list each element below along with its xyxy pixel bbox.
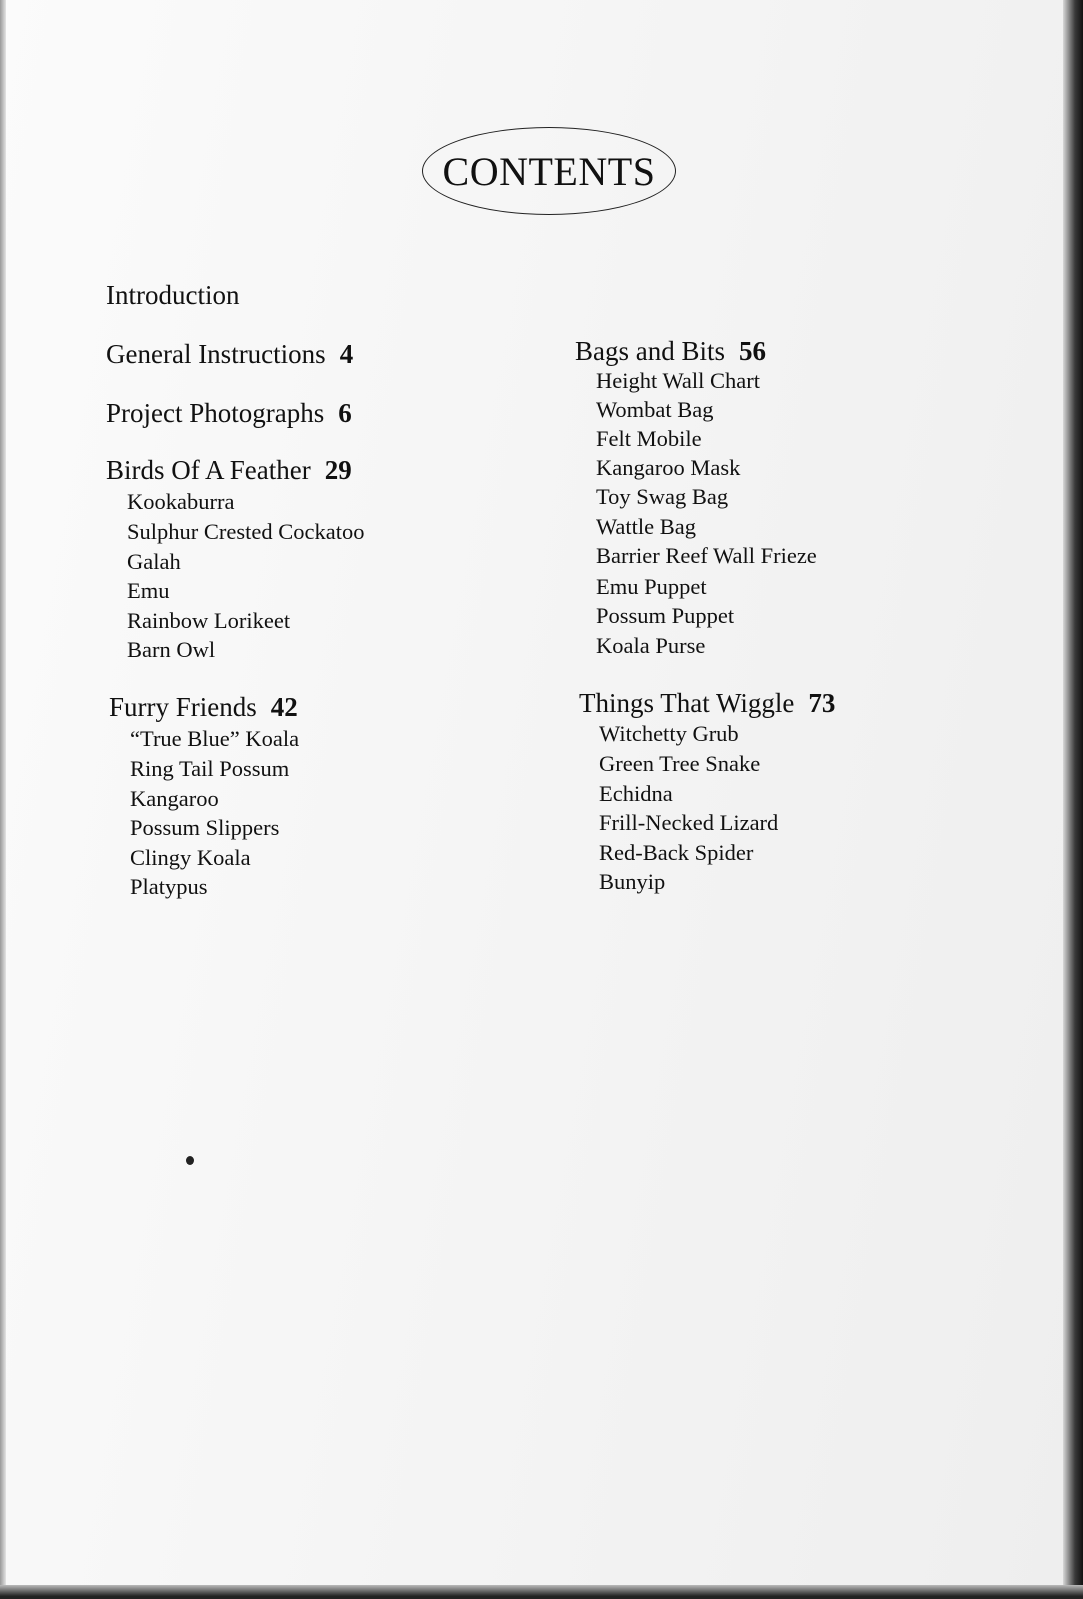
page-title: CONTENTS [442,148,656,194]
toc-item: Emu Puppet [596,574,707,599]
toc-item: Possum Slippers [130,815,280,840]
title-oval [422,127,676,215]
toc-furry-heading [109,692,298,723]
toc-introduction [106,280,239,311]
toc-item: Possum Puppet [596,603,735,628]
toc-project-photographs [106,398,352,429]
toc-item: Echidna [599,781,673,806]
toc-item: Wombat Bag [596,397,714,422]
toc-general-instructions [106,339,353,370]
toc-item: Ring Tail Possum [130,756,290,781]
toc-item: Kangaroo Mask [596,455,741,480]
toc-bags-heading [575,336,766,367]
toc-item: Platypus [130,874,208,899]
toc-page-number: 29 [324,455,352,485]
toc-birds-heading [106,455,352,486]
toc-heading-label: Project Photographs [106,398,325,428]
toc-page-number: 6 [338,398,352,428]
toc-item: Sulphur Crested Cockatoo [127,519,365,544]
toc-item: Clingy Koala [130,845,251,870]
toc-heading-label: Birds Of A Feather [106,455,311,485]
toc-item: “True Blue” Koala [130,726,300,751]
toc-item: Height Wall Chart [596,368,760,393]
toc-item: Toy Swag Bag [596,484,729,509]
toc-heading-label: Things That Wiggle [579,688,795,718]
toc-page-number: 4 [339,339,354,369]
ink-speck [186,1156,194,1165]
toc-item: Kangaroo [130,786,219,811]
toc-item: Green Tree Snake [599,751,761,776]
toc-heading-label: Bags and Bits [575,336,726,366]
toc-wiggle-heading [579,688,835,719]
toc-item: Rainbow Lorikeet [127,608,291,633]
toc-page-number: 73 [808,688,836,718]
toc-item: Wattle Bag [596,514,697,539]
toc-item: Kookaburra [127,489,235,514]
page-edge-bottom [0,1585,1083,1599]
page-edge-right [1063,0,1083,1599]
toc-item: Felt Mobile [596,426,702,451]
toc-item: Frill-Necked Lizard [599,810,779,835]
toc-item: Witchetty Grub [599,721,739,746]
toc-page-number: 42 [270,692,298,722]
toc-item: Bunyip [599,869,666,894]
toc-item: Red-Back Spider [599,840,754,865]
toc-page-number: 56 [739,336,767,366]
page-edge-left [0,0,6,1599]
toc-item: Barn Owl [127,637,216,662]
toc-item: Koala Purse [596,633,706,658]
toc-heading-label: Furry Friends [109,692,257,722]
toc-item: Emu [127,578,170,603]
toc-heading-label: Introduction [106,280,240,310]
toc-heading-label: General Instructions [106,339,326,369]
toc-item: Galah [127,549,181,574]
toc-item: Barrier Reef Wall Frieze [596,543,817,568]
